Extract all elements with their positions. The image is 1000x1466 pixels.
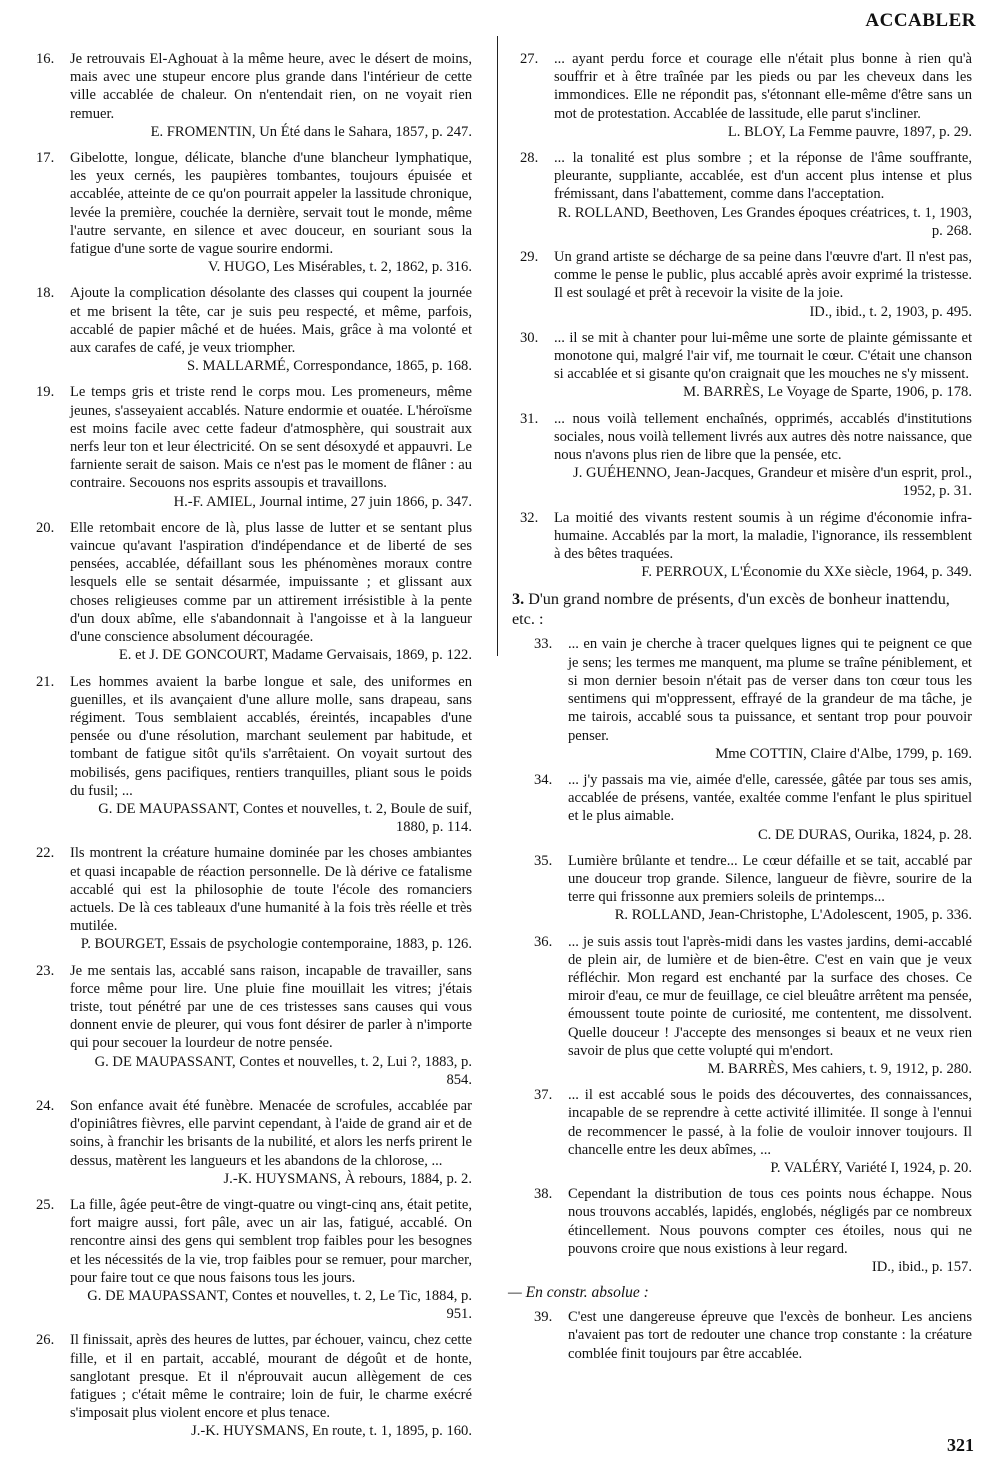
absolute-construction-entries: [520, 1308, 972, 1363]
citation-number: 39.: [534, 1309, 553, 1326]
citation-text: ... je suis assis tout l'après-midi dans les vastes jardins, demi-accablé de plein air, de lumière et de bien-être. C'est en vain que je veux réfléchir. Mon regard est enchanté par la surface des choses. Ce miroir d'eau, ce mur de feuillage, ce ciel bleuâtre arrêtent ma pensée, émoussent toute pointe de curiosité, me contentent, me dissolvent. Quelle douceur ! J'accepte des mensonges si beaux et ne veux rien savoir de plus que cette volupté qui m'endort.: [568, 933, 972, 1059]
citation-number: 22.: [36, 845, 55, 862]
citation-text: ... ayant perdu force et courage elle n'était plus bonne à rien qu'à souffrir et à être traînée par les pieds ou par les cheveux dans les immondices. Elle ne répondit pas, s'étonnant elle-même d'être sans un mot de protestation. Accablée de lassitude, elle parut s'incliner.: [554, 51, 972, 122]
citation-source: V. HUGO, Les Misérables, t. 2, 1862, p. 316.: [207, 259, 472, 276]
citation-entry: [520, 410, 972, 501]
citation-entry: [534, 852, 972, 925]
citation-entry: [36, 149, 472, 276]
citation-entry: [520, 149, 972, 240]
section-3-title: D'un grand nombre de présents, d'un excès de bonheur inattendu, etc. :: [512, 590, 950, 629]
citation-entry: [534, 1308, 972, 1363]
citation-entry: [520, 248, 972, 321]
citation-text: ... il se mit à chanter pour lui-même une sorte de plainte gémissante et monotone qui, malgré l'air vif, me tournait le cœur. C'était une chanson si accablée et si gisante qu'on craignait que les mouches ne s'y missent.: [554, 329, 972, 383]
citation-text: ... il est accablé sous le poids des découvertes, des connaissances, incapable de se reprendre à cette activité illimitée. Il songe à l'ennui de recommencer le passé, à la folie de vouloir innover toujours. Il chancelle entre les deux abîmes, ...: [568, 1087, 972, 1158]
citation-text: Le temps gris et triste rend le corps mou. Les promeneurs, même jeunes, s'asseyaient accablés. Nature endormie et ouatée. L'héroïsme est moins facile avec cette fadeur d'atmosphère, qui soustrait aux nerfs leur ton et leur électricité. On se sent désoxydé et appauvri. Le farniente serait de saison. Mais ce n'est pas le moment de flâner : au contraire. Secouons nos esprits assoupis et travaillons.: [70, 384, 472, 492]
citation-source: S. MALLARMÉ, Correspondance, 1865, p. 168.: [187, 358, 472, 375]
citation-source: Mme COTTIN, Claire d'Albe, 1799, p. 169.: [715, 745, 972, 762]
citation-entry: [534, 771, 972, 844]
citation-source: L. BLOY, La Femme pauvre, 1897, p. 29.: [727, 123, 972, 140]
left-column: [36, 50, 472, 1449]
citation-number: 24.: [36, 1097, 55, 1114]
citation-text: Ils montrent la créature humaine dominée par les choses ambiantes et quasi incapable de réaction personnelle. De là dérive ce fatalisme accablé qui est la philosophie de toute l'école des romanciers actuels. De là ces tableaux d'une humanité à la fois très réelle et très mutilée.: [70, 845, 472, 935]
citation-number: 29.: [520, 249, 539, 266]
citation-number: 34.: [534, 771, 553, 788]
citation-number: 27.: [520, 51, 539, 67]
citation-entry: [36, 962, 472, 1089]
citation-source: M. BARRÈS, Mes cahiers, t. 9, 1912, p. 280.: [707, 1060, 972, 1077]
citation-entry: [36, 284, 472, 375]
citation-number: 19.: [36, 384, 55, 401]
citation-text: Cependant la distribution de tous ces points nous échappe. Nous nous trouvons accablés, lapidés, englobés, négligés par ce nombreux étincellement. Nous pouvons compter ces étoiles, nous qui ne pouvons croire que nous existions à leur regard.: [568, 1186, 972, 1257]
citation-number: 18.: [36, 285, 55, 302]
citation-entry: [520, 509, 972, 582]
citation-text: Gibelotte, longue, délicate, blanche d'une blancheur lymphatique, les yeux cernés, les paupières tombantes, toujours épuisée et accablée, atteinte de ce qu'on pourrait appeler la lassitude chronique, levée la première, couchée la dernière, servait tout le monde, même l'autre servante, en silence et avec douceur, en souriant sous la fatigue d'une sorte de vague sourire endormi.: [70, 150, 472, 258]
citation-text: Je me sentais las, accablé sans raison, incapable de travailler, sans force même pour lire. Une pluie fine mouillait les vitres; j'étais triste, tout pénétré par une de ces tristesses sans causes qui vous donnent envie de pleurer, qui vous font désirer de parler à n'importe qui pour secouer la lourdeur de notre pensée.: [70, 962, 472, 1052]
citation-entry: [36, 1097, 472, 1188]
citation-source: E. et J. DE GONCOURT, Madame Gervaisais, 1869, p. 122.: [118, 647, 472, 664]
citation-text: Les hommes avaient la barbe longue et sale, des uniformes en guenilles, et ils avançaient d'une allure molle, sans drapeau, sans régiment. Tous semblaient accablés, éreintés, incapables d'une pensée ou d'une résolution, marchant seulement par habitude, et tombant de fatigue sitôt qu'ils s'arrêtaient. On voyait surtout des mobilisés, gens pacifiques, rentiers tranquilles, pliant sous le poids du fusil; ...: [70, 673, 472, 799]
citation-text: ... en vain je cherche à tracer quelques lignes qui te peignent ce que je sens; les termes me manquent, ma plume se traîne péniblement, et si mon dernier besoin n'était pas de verser dans ton cœur tous les sentimens qui m'oppressent, effrayé de la grandeur de ma tâche, je me tairois, accablé sous ta puissance, et sentant trop pour pouvoir penser.: [568, 636, 972, 744]
citation-number: 35.: [534, 852, 553, 869]
citation-number: 25.: [36, 1196, 55, 1213]
citation-text: Il finissait, après des heures de luttes, par échouer, vaincu, chez cette fille, et il en partait, accablé, mourant de dégoût et de honte, sanglotant presque. Et il n'éprouvait aucun allègement de ces fatigues ; c'était même le contraire; loin de fuir, le charme exécré s'imposait plus violent encore et plus tenace.: [70, 1332, 472, 1422]
citation-text: La moitié des vivants restent soumis à un régime d'économie infra-humaine. Accablés par la mort, la maladie, l'ignorance, ils ressemblent à des bêtes traquées.: [554, 509, 972, 563]
citation-source: R. ROLLAND, Jean-Christophe, L'Adolescent, 1905, p. 336.: [614, 907, 972, 924]
citation-source: C. DE DURAS, Ourika, 1824, p. 28.: [757, 826, 972, 843]
section-3-heading: [512, 589, 972, 629]
citation-source: P. VALÉRY, Variété I, 1924, p. 20.: [770, 1159, 972, 1176]
citation-entry: [36, 519, 472, 665]
citation-source: J.-K. HUYSMANS, En route, t. 1, 1895, p. 160.: [191, 1423, 472, 1440]
section-3-number: 3.: [512, 590, 525, 609]
citation-entry: [36, 673, 472, 837]
citation-number: 26.: [36, 1332, 55, 1349]
citation-number: 38.: [534, 1186, 553, 1203]
citation-number: 31.: [520, 410, 539, 427]
citation-number: 28.: [520, 150, 539, 167]
citation-text: C'est une dangereuse épreuve que l'excès de bonheur. Les anciens n'avaient pas tort de redouter une chance trop constante : la créature comblée finit toujours par être accablée.: [568, 1309, 972, 1362]
citation-entry: [534, 933, 972, 1079]
citation-source: F. PERROUX, L'Économie du XXe siècle, 1964, p. 349.: [641, 564, 972, 581]
citation-number: 21.: [36, 673, 55, 690]
column-divider: [497, 36, 498, 656]
citation-source: ID., ibid., p. 157.: [871, 1258, 972, 1275]
citation-text: Son enfance avait été funèbre. Menacée de scrofules, accablée par d'opiniâtres fièvres, elle parvint cependant, à l'aide de grand air et de soins, à franchir les brisants de la nubilité, et alors les nerfs prirent le dessus, matèrent les langueurs et les abandons de la chlorose, ...: [70, 1097, 472, 1169]
citation-entry: [36, 1196, 472, 1323]
citation-number: 16.: [36, 51, 55, 67]
citation-entry: [534, 1086, 972, 1177]
citation-text: ... la tonalité est plus sombre ; et la réponse de l'âme souffrante, pleurante, suppliante, accablée, est d'un accent plus intense et plus frémissant, dans l'abattement, comme dans l'acceptation.: [554, 150, 972, 203]
citation-source: E. FROMENTIN, Un Été dans le Sahara, 1857, p. 247.: [150, 123, 472, 140]
citation-entry: [36, 1331, 472, 1440]
citation-entry: [36, 383, 472, 510]
page-header: ACCABLER: [865, 10, 976, 31]
citation-number: 23.: [36, 962, 55, 979]
citation-entry: [36, 50, 472, 141]
section-3-entries: [520, 635, 972, 1276]
citation-source: G. DE MAUPASSANT, Contes et nouvelles, t. 2, Lui ?, 1883, p. 854.: [94, 1053, 472, 1088]
citation-number: 20.: [36, 519, 55, 536]
citation-text: ... j'y passais ma vie, aimée d'elle, caressée, gâtée par tous ses amis, accablée de présens, vantée, exaltée comme l'enfant le plus spirituel et le plus aimable.: [568, 771, 972, 825]
citation-number: 33.: [534, 636, 553, 653]
citation-number: 32.: [520, 509, 539, 526]
citation-source: M. BARRÈS, Le Voyage de Sparte, 1906, p. 178.: [683, 384, 972, 401]
citation-text: Un grand artiste se décharge de sa peine dans l'œuvre d'art. Il n'est pas, comme le pense le public, plus accablé après avoir exprimé la tristesse. Il est soulagé et prêt à recevoir la visite de la joie.: [554, 249, 972, 302]
citation-source: G. DE MAUPASSANT, Contes et nouvelles, t. 2, Boule de suif, 1880, p. 114.: [98, 800, 472, 836]
citation-source: H.-F. AMIEL, Journal intime, 27 juin 1866, p. 347.: [173, 493, 472, 510]
citation-text: Je retrouvais El-Aghouat à la même heure, avec le désert de moins, mais avec une stupeur encore plus grande dans l'intérieur de cette ville accablée de chaleur. On n'entendait rien, on ne voyait rien remuer.: [70, 51, 472, 122]
absolute-construction-label: — En constr. absolue :: [508, 1284, 649, 1302]
citation-number: 36.: [534, 933, 553, 950]
citation-text: Ajoute la complication désolante des classes qui coupent la journée et me brisent la tête, car je suis peu respecté, et même, parfois, accablé de papier mâché et de huées. Mais, grâce à ma volonté et aux carafes de café, je veux triompher.: [70, 285, 472, 357]
right-column: [508, 50, 972, 1371]
citation-source: J. GUÉHENNO, Jean-Jacques, Grandeur et misère d'un esprit, prol., 1952, p. 31.: [573, 465, 972, 500]
citation-entry: [520, 329, 972, 402]
citation-text: ... nous voilà tellement enchaînés, opprimés, accablés d'institutions sociales, nous voilà tellement livrés aux autres dès notre naissance, que nous n'avons plus rien de libre que la pensée, etc.: [554, 410, 972, 464]
citation-entry: [534, 635, 972, 762]
citation-number: 37.: [534, 1087, 553, 1104]
citation-entry: [520, 50, 972, 141]
citation-source: P. BOURGET, Essais de psychologie contemporaine, 1883, p. 126.: [80, 936, 472, 953]
citation-number: 17.: [36, 150, 55, 167]
citation-source: ID., ibid., t. 2, 1903, p. 495.: [809, 303, 972, 320]
citation-text: Elle retombait encore de là, plus lasse de lutter et se sentant plus vaincue qu'avant l'aspiration d'indépendance et de liberté de ses pensées, accablée, défaillant sous les phénomènes moraux contre lesquels elle se sentait désarmée, impuissante ; et glissant aux choses religieuses comme par un attirement irrésistible à la pente d'un doux abîme, elle s'abandonnait à l'angoisse et à la langueur d'une conscience absolument découragée.: [70, 519, 472, 646]
page-number: 321: [947, 1435, 974, 1455]
citation-text: Lumière brûlante et tendre... Le cœur défaille et se tait, accablé par une douceur trop grande. Silence, langueur de fièvre, sourire de la terre qui frissonne aux premiers soleils de printemps...: [568, 852, 972, 906]
citation-source: J.-K. HUYSMANS, À rebours, 1884, p. 2.: [223, 1170, 472, 1187]
citation-number: 30.: [520, 329, 539, 346]
citation-source: R. ROLLAND, Beethoven, Les Grandes époques créatrices, t. 1, 1903, p. 268.: [557, 204, 972, 239]
citation-entry: [534, 1185, 972, 1276]
citation-text: La fille, âgée peut-être de vingt-quatre ou vingt-cinq ans, était petite, fort maigre aussi, fort pâle, avec un air las, fatigué, accablé. On rencontre ainsi des gens qui semblent trop faibles pour les besognes et les nécessités de la vie, trop faibles pour se remuer, pour marcher, pour faire tout ce que nous faisons tous les jours.: [70, 1196, 472, 1286]
citation-entry: [36, 844, 472, 953]
citation-source: G. DE MAUPASSANT, Contes et nouvelles, t. 2, Le Tic, 1884, p. 951.: [87, 1288, 472, 1323]
